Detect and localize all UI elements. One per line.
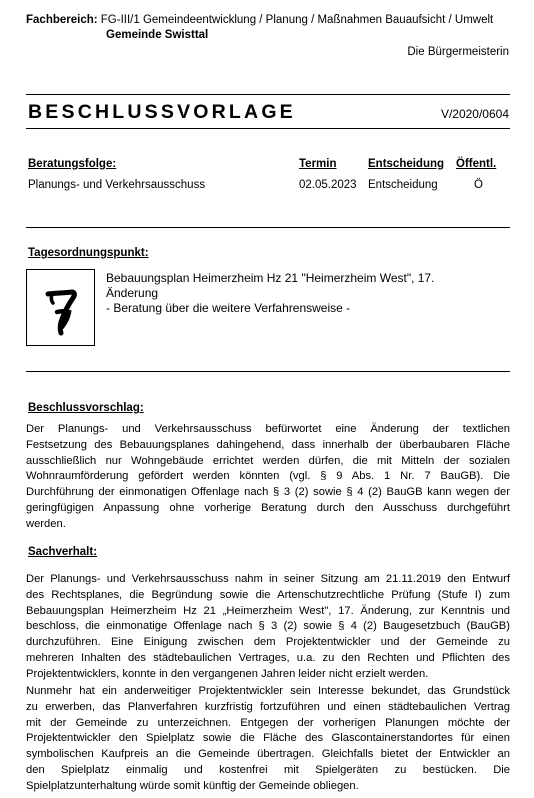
top-title-line1: Bebauungsplan Heimerzheim Hz 21 "Heimerzheim West", 17. bbox=[106, 271, 435, 285]
title-rule-bottom bbox=[26, 128, 510, 129]
author-line: Die Bürgermeisterin bbox=[407, 46, 509, 58]
oeffentl-cell: Ö bbox=[474, 179, 483, 191]
sachverhalt-p2-line: zu erwerben, das Planverfahren kurzfristig fortzuführen und einen städtebaulichen Vertrag bbox=[26, 700, 510, 713]
gremium-cell: Planungs- und Verkehrsausschuss bbox=[28, 179, 206, 191]
sachverhalt-p1-line: des Rechtsplanes, die Begründung sowie die Artenschutzrechtliche Prüfung (Stufe I) zum bbox=[26, 588, 510, 601]
sachverhalt-p1-line: beschloss, die einmonatige Offenlage nach § 3 (2) sowie § 4 (2) Baugesetzbuch (BauGB) bbox=[26, 620, 510, 633]
fachbereich-line bbox=[26, 14, 493, 26]
top-title bbox=[106, 271, 434, 316]
beschlussvorschlag-heading: Beschlussvorschlag: bbox=[28, 402, 144, 414]
sachverhalt-p1-line: Projektentwicklers, konnte in den vergangenen Jahren leider nicht erzielt werden. bbox=[26, 667, 429, 680]
handwritten-number-7 bbox=[27, 270, 94, 345]
termin-cell: 02.05.2023 bbox=[299, 179, 357, 191]
beschlussvorschlag-text bbox=[26, 422, 510, 533]
beschlussvorschlag-line: Durchführung der einmonatigen Offenlage nach § 3 (2) sowie § 4 (2) BauGB kann wegen der bbox=[26, 486, 510, 499]
sachverhalt-p2-line: symbolischen Kaufpreis an die Gemeinde übertragen. Gleichfalls bietet der Entwickler an bbox=[26, 748, 510, 761]
beschlussvorschlag-line: Der Planungs- und Verkehrsausschuss befürwortet eine Änderung der textlichen bbox=[26, 423, 510, 435]
sachverhalt-p2-line: Nunmehr hat ein anderweitiger Projektentwickler sein Interesse bekundet, das Grundstück bbox=[26, 685, 510, 697]
oeffentl-header: Öffentl. bbox=[456, 158, 497, 170]
sachverhalt-p2-line: Spielplatzunterhaltung würde somit künftig der Gemeinde obliegen. bbox=[26, 779, 359, 792]
sachverhalt-p1-line: mehreren Inhalten des städtebaulichen Vertrages, u.a. zu den Rechten und Pflichten des bbox=[26, 651, 510, 664]
sachverhalt-p1-line: Der Planungs- und Verkehrsausschuss nahm in seiner Sitzung am 21.11.2019 den Entwurf bbox=[26, 573, 510, 585]
fachbereich-label: Fachbereich: bbox=[26, 14, 98, 26]
beschlussvorschlag-line: Wohnraumförderung gefördert werden könnten (vgl. § 9 Abs. 1 Nr. 7 BauGB). Die bbox=[26, 470, 510, 483]
entscheidung-cell: Entscheidung bbox=[368, 179, 438, 191]
document-number: V/2020/0604 bbox=[440, 107, 509, 121]
beschlussvorschlag-line: ausschließlich nur Wohngebäude errichtet werden dürfen, die mit Mitteln der sozialen bbox=[26, 454, 510, 467]
termin-header: Termin bbox=[299, 158, 337, 170]
sachverhalt-p1-line: durchzuführen. Eine Einigung zwischen dem Projektentwickler und der Gemeinde zu bbox=[26, 636, 510, 649]
top-number-box bbox=[26, 269, 95, 346]
document-title: BESCHLUSSVORLAGE bbox=[28, 101, 296, 123]
beschlussvorschlag-line: geringfügigen Anpassung ohne vorherige Beratung durch den Ausschuss durchgeführt bbox=[26, 501, 510, 514]
sachverhalt-paragraph-2 bbox=[26, 684, 510, 795]
top-rule bbox=[26, 371, 510, 372]
beschlussvorschlag-line: Festsetzung des Bebauungsplanes dahingehend, dass innerhalb der überbaubaren Fläche bbox=[26, 438, 510, 451]
entscheidung-header: Entscheidung bbox=[368, 158, 445, 170]
sachverhalt-p2-line: Projektentwickler den Spielplatz sowie die Fläche des Glascontainerstandortes für einen bbox=[26, 732, 510, 745]
fachbereich-value: FG-III/1 Gemeindeentwicklung / Planung / Maßnahmen Bauaufsicht / Umwelt bbox=[100, 14, 494, 26]
sachverhalt-paragraph-1 bbox=[26, 572, 510, 683]
beschlussvorschlag-line: werden. bbox=[26, 517, 66, 530]
beratung-rule bbox=[26, 227, 510, 228]
gemeinde-name: Gemeinde Swisttal bbox=[106, 29, 209, 41]
sachverhalt-p2-line: den Spielplatz einmalig und kostenfrei mit Spielgeräten zu bestücken. Die bbox=[26, 763, 510, 776]
beratungsfolge-heading: Beratungsfolge: bbox=[28, 158, 117, 170]
sachverhalt-p1-line: Bebauungsplan Heimerzheim Hz 21 „Heimerzheim West", 17. Änderung, zur Kenntnis und bbox=[26, 604, 510, 617]
sachverhalt-p2-line: mit der Gemeinde zu unterzeichnen. Entgegen der vorherigen Planungen möchte der bbox=[26, 716, 510, 729]
top-heading: Tagesordnungspunkt: bbox=[28, 247, 149, 259]
sachverhalt-heading: Sachverhalt: bbox=[28, 546, 98, 558]
top-title-line2: Änderung bbox=[106, 286, 159, 300]
title-rule-top bbox=[26, 94, 510, 95]
top-title-line3: - Beratung über die weitere Verfahrensweise - bbox=[106, 301, 351, 315]
